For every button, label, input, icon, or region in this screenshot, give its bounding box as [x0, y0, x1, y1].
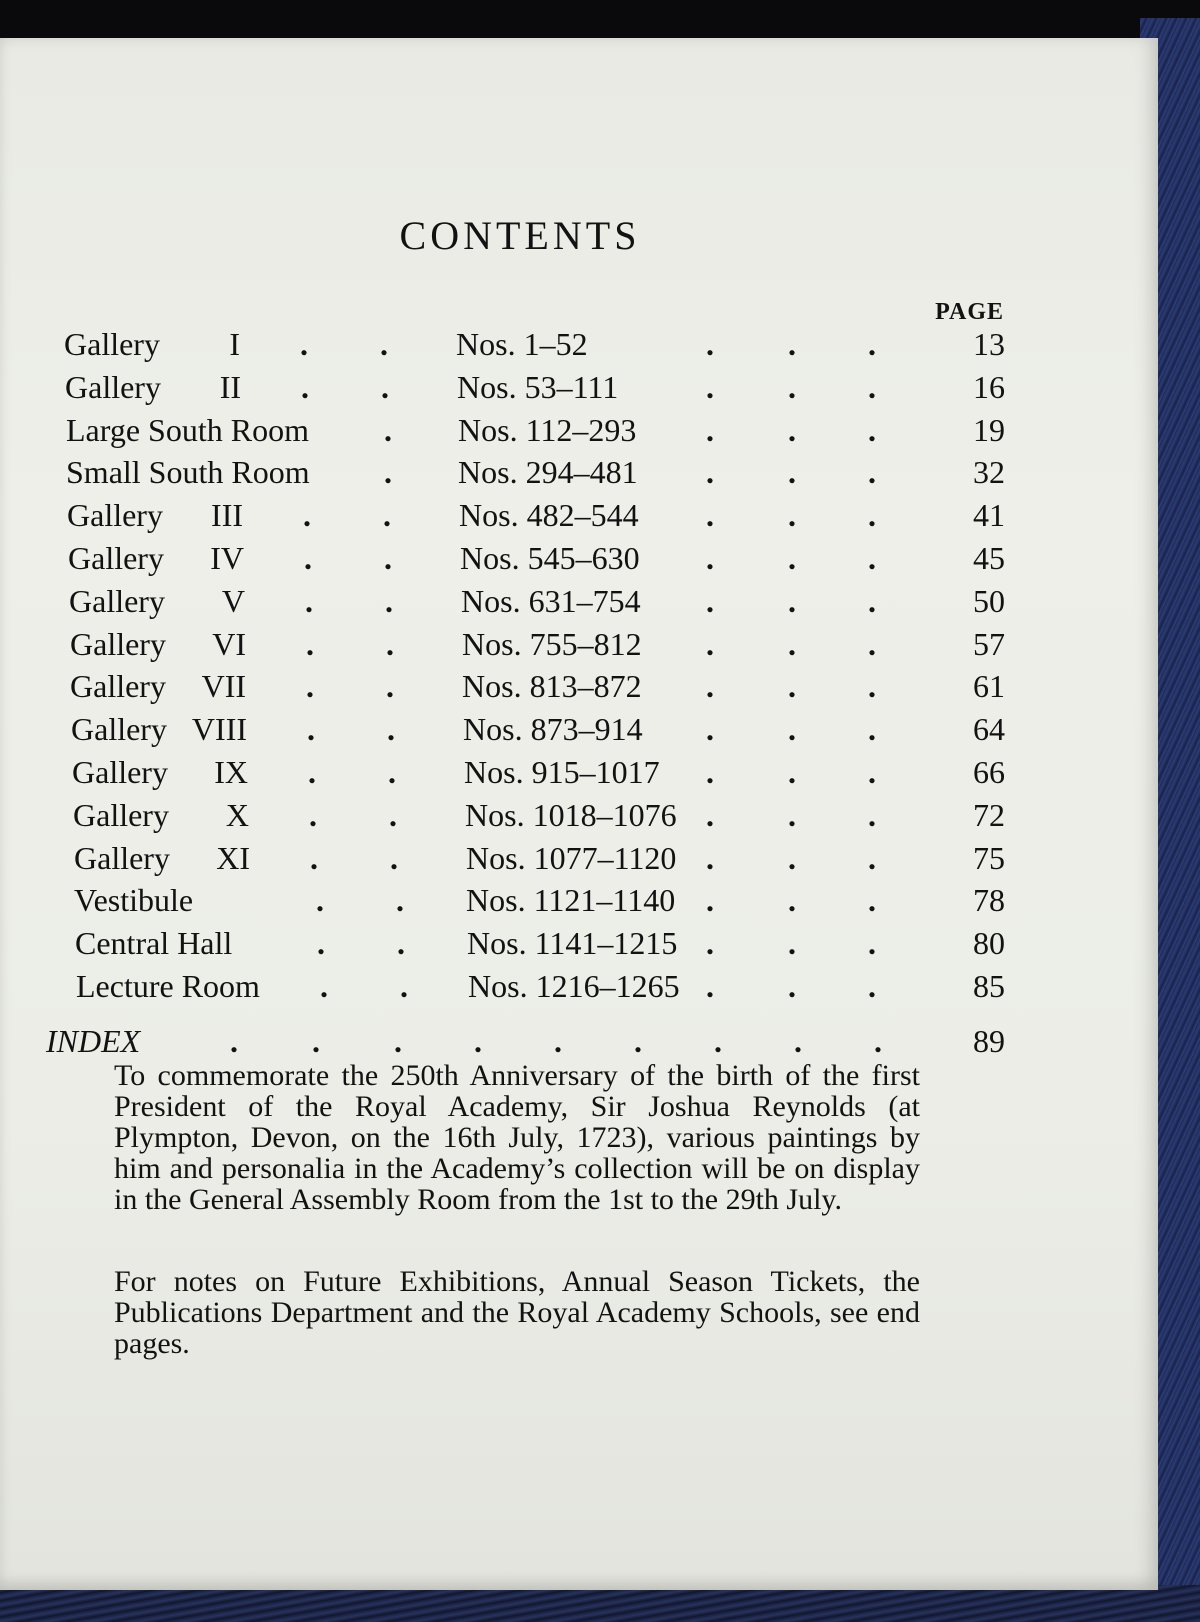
leader-dot: .	[384, 454, 392, 491]
catalogue-numbers: Nos. 1121–1140	[466, 882, 676, 919]
room-name: Central Hall	[75, 925, 233, 962]
catalogue-numbers: Nos. 53–111	[457, 368, 619, 405]
leader-dot: .	[788, 497, 796, 534]
leader-dot: .	[868, 497, 876, 534]
contents-row	[0, 495, 1158, 535]
contents-row	[0, 538, 1158, 578]
contents-table	[0, 38, 1158, 1138]
gallery-numeral: VI	[212, 625, 246, 662]
leader-dot: .	[306, 668, 314, 705]
leader-dot: .	[706, 582, 714, 619]
room-name: Gallery	[69, 582, 165, 619]
leader-dot: .	[316, 882, 324, 919]
leader-dot: .	[868, 368, 876, 405]
leader-dot: .	[387, 711, 395, 748]
contents-row	[0, 880, 1158, 920]
catalogue-numbers: Nos. 813–872	[462, 668, 642, 705]
leader-dot: .	[300, 326, 308, 362]
leader-dot: .	[788, 454, 796, 491]
page-number: 13	[973, 326, 1005, 362]
catalogue-numbers: Nos. 112–293	[458, 411, 637, 448]
leader-dot: .	[706, 454, 714, 491]
leader-dot: .	[788, 754, 796, 790]
contents-row	[0, 966, 1158, 1006]
gallery-numeral: V	[221, 582, 245, 619]
catalogue-numbers: Nos. 755–812	[462, 625, 642, 662]
room-name: Gallery	[72, 754, 168, 790]
catalogue-numbers: Nos. 545–630	[460, 540, 640, 576]
leader-dot: .	[301, 368, 309, 405]
anniversary-note: To commemorate the 250th Anniversary of the birth of the first President of the Royal Academy, Sir Joshua Reynolds (at Plympton, Devon, on the 16th July, 1723), various paintings by him and personalia in the Academy’s collection will be on display in the General Assembly Room from the 1st to the 29th July.	[114, 1059, 920, 1216]
leader-dot: .	[868, 711, 876, 748]
leader-dot: .	[868, 668, 876, 705]
catalogue-numbers: Nos. 631–754	[461, 582, 641, 619]
leader-dot: .	[868, 540, 876, 576]
index-row	[0, 1021, 1158, 1061]
leader-dot: .	[706, 925, 714, 962]
book-cover-bottom	[0, 1585, 1200, 1622]
gallery-numeral: I	[229, 326, 240, 362]
page-column-heading: PAGE	[935, 299, 1004, 325]
leader-dot: .	[706, 625, 714, 662]
index-page-number: 89	[973, 1022, 1005, 1059]
leader-dot: .	[788, 540, 796, 576]
gallery-numeral: VIII	[191, 711, 247, 748]
room-name: Gallery	[67, 497, 163, 534]
page-number: 61	[973, 668, 1005, 705]
leader-dot: .	[320, 968, 328, 1004]
leader-dot: .	[788, 925, 796, 962]
page-number: 57	[973, 625, 1005, 662]
gallery-numeral: IV	[210, 540, 244, 576]
end-pages-note: For notes on Future Exhibitions, Annual Season Tickets, the Publications Department and the Royal Academy Schools, see end pages.	[114, 1265, 920, 1360]
contents-page	[0, 38, 1158, 1590]
contents-row	[0, 709, 1158, 749]
leader-dot: .	[310, 839, 318, 876]
contents-row	[0, 367, 1158, 407]
leader-dot: .	[706, 796, 714, 833]
scan-top-shadow	[0, 0, 1200, 40]
leader-dot: .	[868, 326, 876, 362]
leader-dot: .	[400, 968, 408, 1004]
leader-dot: .	[386, 668, 394, 705]
leader-dot: .	[788, 625, 796, 662]
catalogue-numbers: Nos. 873–914	[463, 711, 643, 748]
page-number: 72	[973, 796, 1005, 833]
leader-dot: .	[868, 454, 876, 491]
leader-dot: .	[788, 411, 796, 448]
leader-dot: .	[317, 925, 325, 962]
contents-row	[0, 795, 1158, 835]
leader-dot: .	[230, 1022, 238, 1059]
contents-row	[0, 452, 1158, 492]
leader-dot: .	[868, 625, 876, 662]
catalogue-numbers: Nos. 1216–1265	[468, 968, 680, 1004]
room-name: Gallery	[68, 540, 164, 576]
leader-dot: .	[788, 368, 796, 405]
leader-dot: .	[386, 625, 394, 662]
leader-dot: .	[384, 540, 392, 576]
leader-dot: .	[554, 1022, 562, 1059]
leader-dot: .	[381, 368, 389, 405]
catalogue-numbers: Nos. 482–544	[459, 497, 639, 534]
page-number: 16	[973, 368, 1005, 405]
room-name: Gallery	[65, 368, 161, 405]
leader-dot: .	[396, 882, 404, 919]
room-name: Small South Room	[66, 454, 310, 491]
page-number: 85	[973, 968, 1005, 1004]
contents-row	[0, 923, 1158, 963]
leader-dot: .	[383, 497, 391, 534]
gallery-numeral: X	[225, 796, 249, 833]
leader-dot: .	[384, 411, 392, 448]
room-name: Gallery	[64, 326, 160, 362]
contents-row	[0, 410, 1158, 450]
leader-dot: .	[634, 1022, 642, 1059]
gallery-numeral: XI	[216, 839, 250, 876]
leader-dot: .	[794, 1022, 802, 1059]
leader-dot: .	[868, 925, 876, 962]
room-name: Gallery	[70, 625, 166, 662]
leader-dot: .	[788, 839, 796, 876]
page-number: 64	[973, 711, 1005, 748]
leader-dot: .	[706, 497, 714, 534]
leader-dot: .	[788, 968, 796, 1004]
catalogue-numbers: Nos. 1141–1215	[467, 925, 678, 962]
leader-dot: .	[308, 754, 316, 790]
gallery-numeral: IX	[214, 754, 248, 790]
catalogue-numbers: Nos. 1018–1076	[465, 796, 677, 833]
page-number: 50	[973, 582, 1005, 619]
leader-dot: .	[394, 1022, 402, 1059]
room-name: Vestibule	[74, 882, 194, 919]
leader-dot: .	[706, 411, 714, 448]
index-label: INDEX	[46, 1022, 141, 1059]
contents-row	[0, 581, 1158, 621]
leader-dot: .	[714, 1022, 722, 1059]
leader-dot: .	[305, 582, 313, 619]
room-name: Gallery	[70, 668, 166, 705]
room-name: Gallery	[73, 796, 169, 833]
leader-dot: .	[788, 711, 796, 748]
leader-dot: .	[385, 582, 393, 619]
leader-dot: .	[788, 882, 796, 919]
page-number: 80	[973, 925, 1005, 962]
leader-dot: .	[706, 711, 714, 748]
page-title: CONTENTS	[399, 213, 641, 258]
room-name: Large South Room	[66, 411, 309, 448]
leader-dot: .	[312, 1022, 320, 1059]
page-number: 19	[973, 411, 1005, 448]
leader-dot: .	[389, 796, 397, 833]
catalogue-numbers: Nos. 915–1017	[464, 754, 660, 790]
leader-dot: .	[868, 882, 876, 919]
leader-dot: .	[788, 668, 796, 705]
leader-dot: .	[306, 625, 314, 662]
page-number: 78	[973, 882, 1005, 919]
leader-dot: .	[868, 796, 876, 833]
leader-dot: .	[706, 668, 714, 705]
gallery-numeral: VII	[201, 668, 246, 705]
leader-dot: .	[788, 582, 796, 619]
catalogue-numbers: Nos. 294–481	[458, 454, 638, 491]
leader-dot: .	[397, 925, 405, 962]
page-number: 41	[973, 497, 1005, 534]
page-number: 45	[973, 540, 1005, 576]
leader-dot: .	[706, 839, 714, 876]
page-number: 66	[973, 754, 1005, 790]
leader-dot: .	[706, 882, 714, 919]
leader-dot: .	[874, 1022, 882, 1059]
page-number: 32	[973, 454, 1005, 491]
contents-row	[0, 752, 1158, 792]
room-name: Lecture Room	[76, 968, 260, 1004]
leader-dot: .	[309, 796, 317, 833]
leader-dot: .	[307, 711, 315, 748]
catalogue-numbers: Nos. 1077–1120	[466, 839, 677, 876]
leader-dot: .	[868, 582, 876, 619]
contents-row	[0, 324, 1158, 364]
leader-dot: .	[868, 839, 876, 876]
leader-dot: .	[474, 1022, 482, 1059]
room-name: Gallery	[71, 711, 167, 748]
leader-dot: .	[706, 368, 714, 405]
leader-dot: .	[788, 796, 796, 833]
leader-dot: .	[303, 497, 311, 534]
contents-row	[0, 838, 1158, 878]
leader-dot: .	[390, 839, 398, 876]
leader-dot: .	[706, 754, 714, 790]
room-name: Gallery	[74, 839, 170, 876]
gallery-numeral: II	[219, 368, 241, 405]
contents-row	[0, 666, 1158, 706]
leader-dot: .	[868, 968, 876, 1004]
leader-dot: .	[868, 754, 876, 790]
leader-dot: .	[788, 326, 796, 362]
leader-dot: .	[706, 968, 714, 1004]
leader-dot: .	[706, 540, 714, 576]
catalogue-numbers: Nos. 1–52	[456, 326, 588, 362]
leader-dot: .	[304, 540, 312, 576]
contents-row	[0, 624, 1158, 664]
leader-dot: .	[388, 754, 396, 790]
leader-dot: .	[380, 326, 388, 362]
gallery-numeral: III	[211, 497, 243, 534]
leader-dot: .	[868, 411, 876, 448]
page-number: 75	[973, 839, 1005, 876]
leader-dot: .	[706, 326, 714, 362]
